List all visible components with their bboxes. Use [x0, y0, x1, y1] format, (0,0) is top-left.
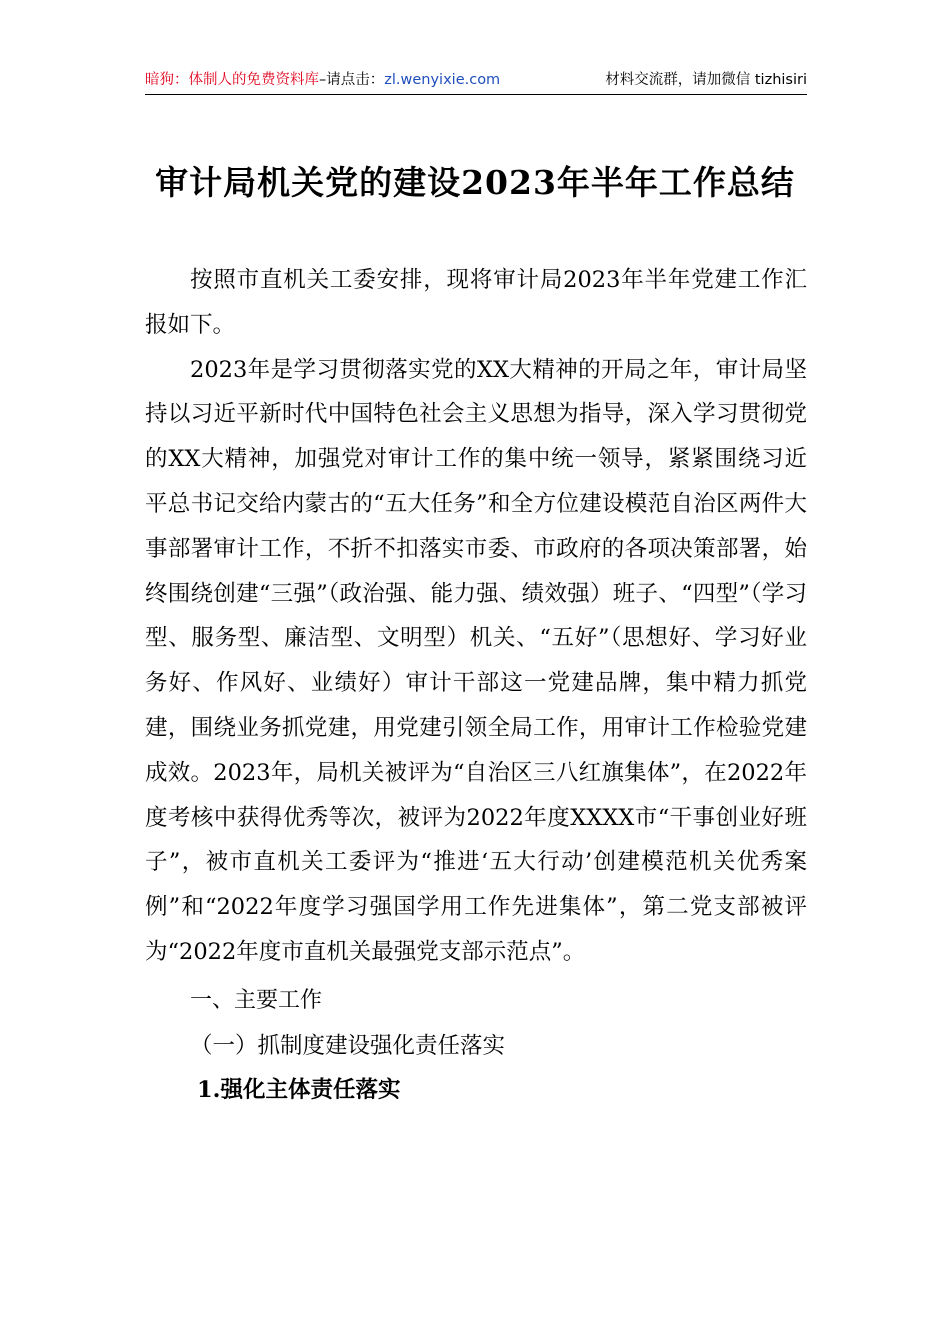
header-left: [145, 66, 500, 94]
page-header: [145, 66, 807, 95]
header-click-text: –请点击：: [319, 72, 385, 88]
summary-paragraph: 2023年是学习贯彻落实党的XX大精神的开局之年，审计局坚持以习近平新时代中国特色社会主义思想为指导，深入学习贯彻党的XX大精神，加强党对审计工作的集中统一领导，紧紧围绕习近平总书记交给内蒙古的“五大任务”和全方位建设模范自治区两件大事部署审计工作，不折不扣落实市委、市政府的各项决策部署，始终围绕创建“三强”（政治强、能力强、绩效强）班子、“四型”（学习型、服务型、廉洁型、文明型）机关、“五好”（思想好、学习好业务好、作风好、业绩好）审计干部这一党建品牌，集中精力抓党建，围绕业务抓党建，用党建引领全局工作，用审计工作检验党建成效。2023年，局机关被评为“自治区三八红旗集体”，在2022年度考核中获得优秀等次，被评为2022年度XXXX市“干事创业好班子”，被市直机关工委评为“推进‘五大行动’创建模范机关优秀案例”和“2022年度学习强国学用工作先进集体”，第二党支部被评为“2022年度市直机关最强党支部示范点”。: [145, 356, 807, 965]
header-wechat-text: 材料交流群，请加微信 tizhisiri: [605, 72, 807, 88]
document-body: [145, 258, 807, 1113]
intro-paragraph: 按照市直机关工委安排，现将审计局2023年半年党建工作汇报如下。: [145, 267, 807, 338]
item-heading: 1.强化主体责任落实: [197, 1077, 401, 1104]
subsection-heading: （一）抓制度建设强化责任落实: [190, 1032, 506, 1059]
header-url-link[interactable]: zl.wenyixie.com: [384, 72, 501, 88]
section-heading: 一、主要工作: [190, 987, 323, 1013]
document-title: 审计局机关党的建设2023年半年工作总结: [155, 163, 795, 202]
header-site-name: 暗狗：体制人的免费资料库: [145, 72, 319, 88]
